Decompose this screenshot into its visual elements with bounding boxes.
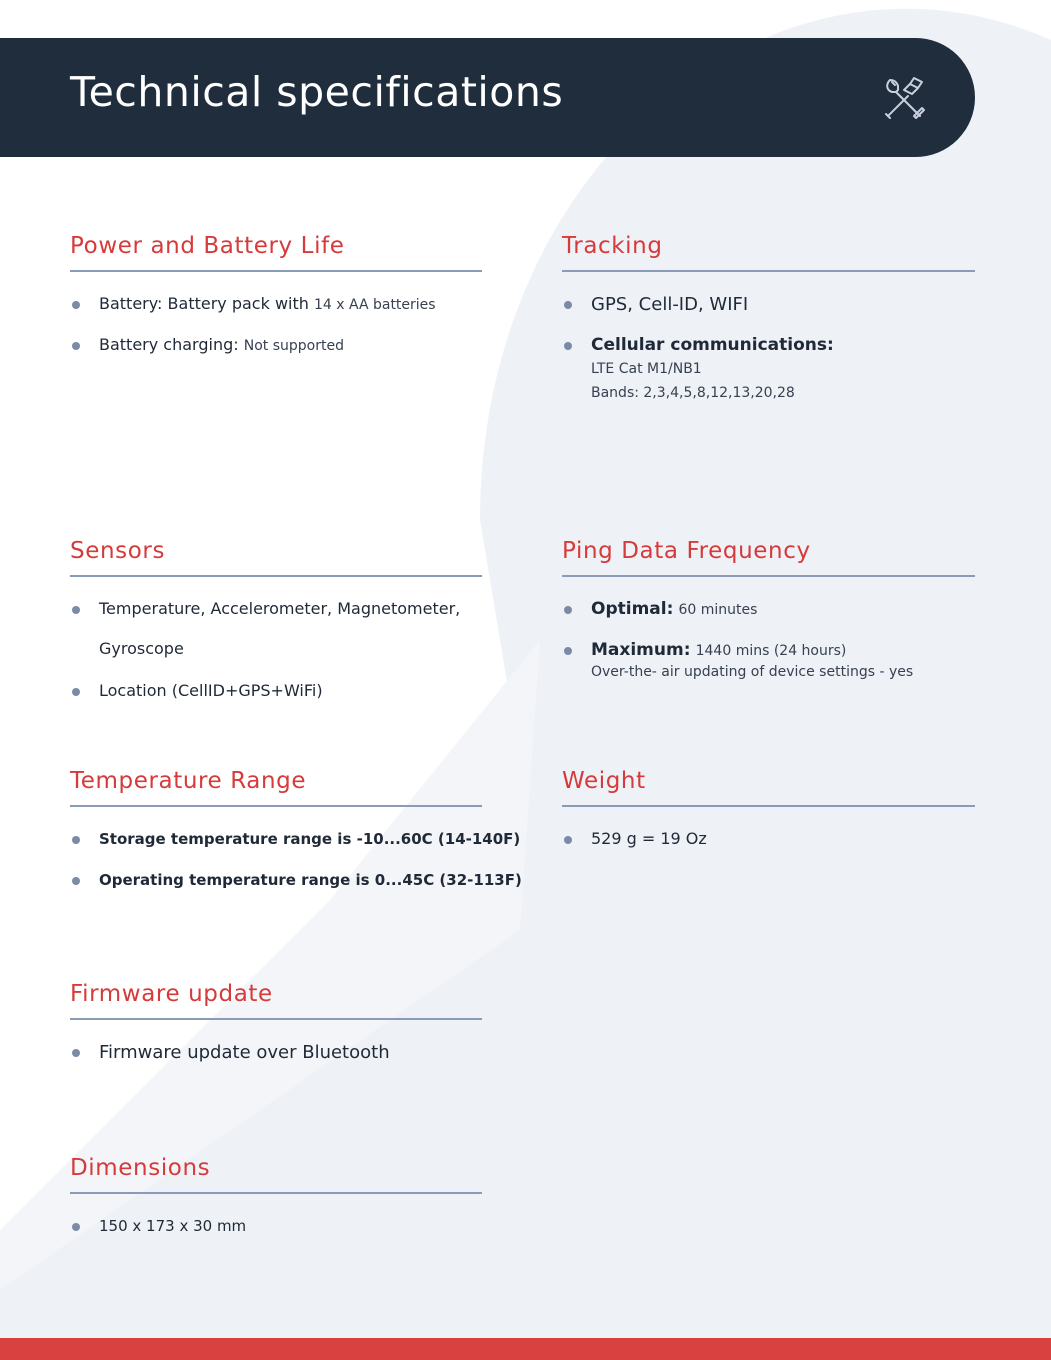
list-item: 529 g = 19 Oz [562,829,975,848]
section-divider [70,805,482,807]
section-title: Ping Data Frequency [562,538,811,564]
section-title: Sensors [70,538,166,564]
section-divider [70,270,482,272]
section-title: Firmware update [70,981,273,1007]
list-item: Maximum: 1440 mins (24 hours) Over-the- air updating of device settings - yes [562,640,975,684]
list-item: Battery: Battery pack with 14 x AA batteries [70,294,482,335]
footer-bar [0,1338,1051,1360]
section-sensors [70,533,482,700]
list-item: Operating temperature range is 0...45C (32-113F) [70,870,482,889]
section-title: Power and Battery Life [70,233,345,259]
page-header [0,38,975,157]
section-power [70,228,482,376]
section-ping [562,533,975,684]
section-temperature [70,763,522,889]
list-item: GPS, Cell-ID, WIFI [562,294,975,335]
section-firmware [70,976,482,1063]
list-item: Temperature, Accelerometer, Magnetometer, Gyroscope [70,599,482,681]
list-item: Battery charging: Not supported [70,335,482,376]
section-divider [70,575,482,577]
list-item: Firmware update over Bluetooth [70,1042,482,1063]
section-divider [70,1018,482,1020]
section-divider [70,1192,482,1194]
section-title: Weight [562,768,646,794]
list-item: Location (CellID+GPS+WiFi) [70,681,482,700]
page-title: Technical specifications [70,68,564,116]
list-item: 150 x 173 x 30 mm [70,1216,482,1235]
section-tracking [562,228,975,405]
section-divider [562,270,975,272]
section-title: Tracking [562,233,663,259]
tools-icon [878,72,932,126]
section-divider [562,575,975,577]
list-item: Storage temperature range is -10...60C (14-140F) [70,829,482,870]
section-title: Dimensions [70,1155,211,1181]
list-item: Optimal: 60 minutes [562,599,975,640]
list-item: Cellular communications: LTE Cat M1/NB1 Bands: 2,3,4,5,8,12,13,20,28 [562,335,975,405]
section-weight [562,763,975,848]
section-title: Temperature Range [70,768,307,794]
section-dimensions [70,1150,482,1235]
section-divider [562,805,975,807]
